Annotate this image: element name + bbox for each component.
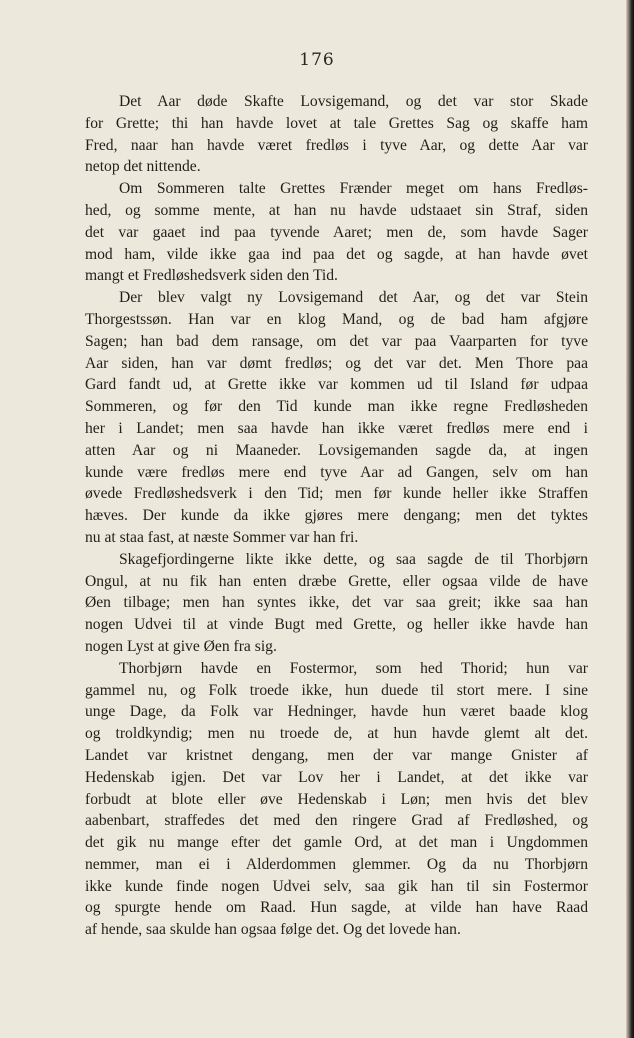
text-line: aabenbart, straffedes det med den ringere Grad af Fredløshed, og [85,812,588,830]
text-line: for Grette; thi han havde lovet at tale Grettes Sag og skaffe ham [85,114,588,132]
text-line: Øen tilbage; men han syntes ikke, det var saa greit; ikke saa han [85,594,588,612]
paragraph-2 [85,178,588,287]
text-line: hed, og somme mente, at han nu havde udstaaet sin Straf, siden [85,201,588,219]
page-edge-shadow [626,0,634,1038]
paragraph-3 [85,287,588,549]
text-line: Der blev valgt ny Lovsigemand det Aar, og det var Stein [119,289,588,307]
text-line: gammel nu, og Folk troede ikke, hun duede til stort mere. I sine [85,681,588,699]
text-line: Om Sommeren talte Grettes Frænder meget om hans Fredløs- [119,180,588,198]
text-line: nogen Lyst at give Øen fra sig. [85,637,277,655]
text-line: Ongul, at nu fik han enten dræbe Grette, eller ogsaa vilde de have [85,572,588,590]
paragraph-5 [85,658,588,941]
text-line: forbudt at blote eller øve Hedenskab i Løn; men hvis det blev [85,790,588,808]
text-line: nemmer, man ei i Alderdommen glemmer. Og da nu Thorbjørn [85,855,588,873]
text-line: Skagefjordingerne likte ikke dette, og saa sagde de til Thorbjørn [119,550,588,568]
text-line: hæves. Der kunde da ikke gjøres mere dengang; men det tyktes [85,507,588,525]
text-line: det var gaaet ind paa tyvende Aaret; men de, som havde Sager [85,223,588,241]
text-line: det gik nu mange efter det gamle Ord, at det man i Ungdommen [85,834,588,852]
text-line: Sagen; han bad dem ransage, om det var paa Vaarparten for tyve [85,332,588,350]
text-line: og troldkyndig; men nu troede de, at hun havde glemt alt det. [85,725,588,743]
page-number: 176 [299,50,335,70]
text-line: mod ham, vilde ikke gaa ind paa det og sagde, at han havde øvet [85,245,588,263]
text-line: kunde være fredløs mere end tyve Aar ad Gangen, selv om han [85,463,588,481]
text-line: Hedenskab igjen. Det var Lov her i Landet, at det ikke var [85,768,588,786]
body-text [85,91,588,941]
text-line: Sommeren, og før den Tid kunde man ikke regne Fredløsheden [85,398,588,416]
text-line: Fred, naar han havde været fredløs i tyve Aar, og dette Aar var [85,136,588,154]
text-line: her i Landet; men saa havde han ikke været fredløs mere end i [85,419,588,437]
text-line: nogen Udvei til at vinde Bugt med Grette, og heller ikke havde han [85,616,588,634]
text-line: Landet var kristnet dengang, men der var mange Gnister af [85,746,588,764]
text-line: atten Aar og ni Maaneder. Lovsigemanden sagde da, at ingen [85,441,588,459]
text-line: nu at staa fast, at næste Sommer var han fri. [85,528,359,546]
text-line: netop det nittende. [85,158,201,176]
text-line: Det Aar døde Skafte Lovsigemand, og det var stor Skade [119,93,588,110]
text-line: unge Dage, da Folk var Hedninger, havde hun været baade klog [85,703,588,721]
paragraph-4 [85,549,588,658]
text-line: Aar siden, han var dømt fredløs; og det var det. Men Thore paa [85,354,588,372]
text-line: og spurgte hende om Raad. Hun sagde, at vilde han have Raad [85,899,588,917]
text-line: mangt et Fredløshedsverk siden den Tid. [85,267,338,285]
text-line: ikke kunde finde nogen Udvei selv, saa gik han til sin Fostermor [85,877,588,895]
text-line: øvede Fredløshedsverk i den Tid; men før kunde heller ikke Straffen [85,485,588,503]
text-line: Thorbjørn havde en Fostermor, som hed Thorid; hun var [119,659,588,677]
text-line: Thorgestssøn. Han var en klog Mand, og de bad ham afgjøre [85,310,588,328]
text-line: Gard fandt ud, at Grette ikke var kommen ud til Island før udpaa [85,376,588,394]
paragraph-1 [85,91,588,178]
text-line: af hende, saa skulde han ogsaa følge det. Og det lovede han. [85,921,461,939]
